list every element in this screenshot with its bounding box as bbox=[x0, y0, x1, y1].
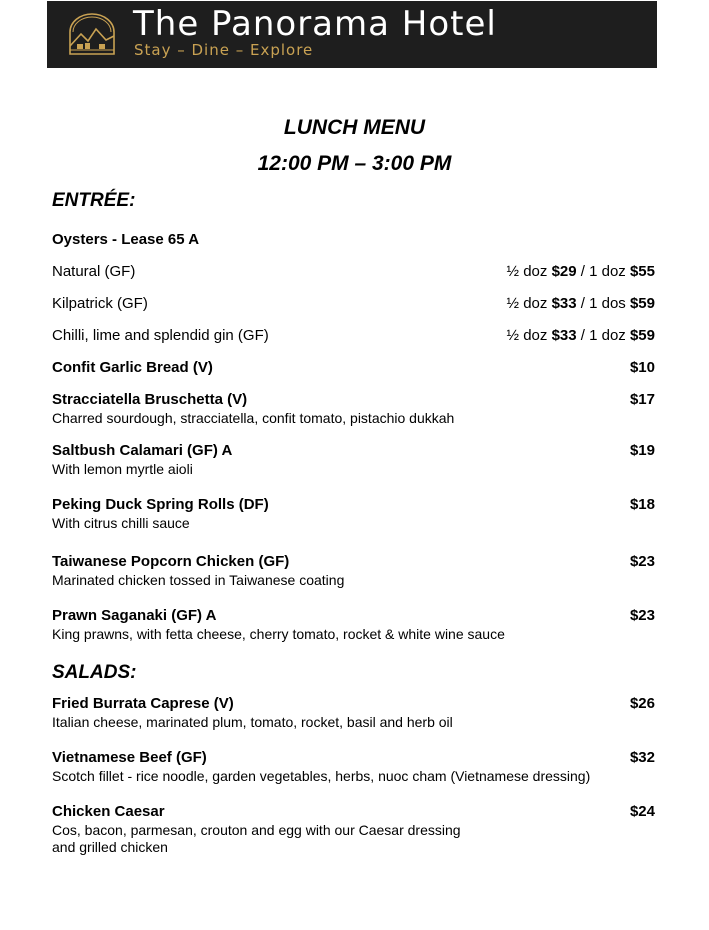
menu-item-description: Italian cheese, marinated plum, tomato, rocket, basil and herb oil bbox=[52, 714, 453, 730]
menu-item bbox=[52, 359, 655, 378]
section-heading-salads: SALADS: bbox=[52, 662, 137, 683]
menu-item bbox=[52, 391, 655, 427]
menu-item-name: Prawn Saganaki (GF) A bbox=[52, 607, 217, 624]
menu-item bbox=[52, 295, 655, 314]
section-heading-entree: ENTRÉE: bbox=[52, 190, 136, 211]
menu-item-price: ½ doz $33 / 1 doz $59 bbox=[506, 327, 655, 344]
menu-item bbox=[52, 327, 655, 346]
menu-item-name: Oysters - Lease 65 A bbox=[52, 231, 200, 248]
menu-item-price: $26 bbox=[629, 695, 655, 712]
mountain-sun-logo-icon bbox=[65, 12, 119, 56]
menu-item-name: Natural (GF) bbox=[52, 263, 136, 280]
menu-title: LUNCH MENU bbox=[283, 116, 426, 139]
menu-item-name: Peking Duck Spring Rolls (DF) bbox=[52, 496, 269, 513]
menu-item-price: $24 bbox=[629, 803, 655, 820]
menu-item-name: Chilli, lime and splendid gin (GF) bbox=[52, 327, 269, 344]
menu-hours: 12:00 PM – 3:00 PM bbox=[257, 152, 452, 175]
menu-item-price: $18 bbox=[629, 496, 655, 513]
menu-item-price: $10 bbox=[629, 359, 655, 376]
menu-item-price: $32 bbox=[629, 749, 655, 766]
menu-item-price: ½ doz $33 / 1 dos $59 bbox=[506, 295, 655, 312]
menu-item-description: Marinated chicken tossed in Taiwanese coating bbox=[52, 572, 345, 588]
hotel-name: The Panorama Hotel bbox=[133, 4, 497, 44]
menu-item-description: Charred sourdough, stracciatella, confit tomato, pistachio dukkah bbox=[52, 410, 455, 426]
menu-item bbox=[52, 263, 655, 282]
hotel-tagline: Stay – Dine – Explore bbox=[134, 41, 314, 59]
menu-item bbox=[52, 749, 655, 785]
menu-item-description: Scotch fillet - rice noodle, garden vegetables, herbs, nuoc cham (Vietnamese dressing) bbox=[52, 768, 591, 784]
menu-item-price: ½ doz $29 / 1 doz $55 bbox=[506, 263, 655, 280]
menu-item-name: Kilpatrick (GF) bbox=[52, 295, 148, 312]
header-banner bbox=[47, 1, 657, 68]
menu-item-name: Fried Burrata Caprese (V) bbox=[52, 695, 234, 712]
menu-item-name: Saltbush Calamari (GF) A bbox=[52, 442, 233, 459]
menu-item bbox=[52, 496, 655, 532]
menu-item-price: $17 bbox=[629, 391, 655, 408]
menu-item-price: $23 bbox=[629, 607, 655, 624]
menu-item-description: With lemon myrtle aioli bbox=[52, 461, 193, 477]
menu-item-description: Cos, bacon, parmesan, crouton and egg with our Caesar dressing and grilled chicken bbox=[52, 822, 461, 855]
menu-item bbox=[52, 607, 655, 643]
menu-item-name: Taiwanese Popcorn Chicken (GF) bbox=[52, 553, 290, 570]
menu-item bbox=[52, 231, 655, 250]
menu-item bbox=[52, 442, 655, 478]
menu-item-name: Confit Garlic Bread (V) bbox=[52, 359, 213, 376]
menu-item bbox=[52, 695, 655, 731]
menu-item bbox=[52, 803, 655, 856]
menu-item-name: Stracciatella Bruschetta (V) bbox=[52, 391, 248, 408]
menu-item bbox=[52, 553, 655, 589]
menu-item-price: $23 bbox=[629, 553, 655, 570]
menu-item-price: $19 bbox=[629, 442, 655, 459]
menu-item-description: With citrus chilli sauce bbox=[52, 515, 190, 531]
menu-item-name: Vietnamese Beef (GF) bbox=[52, 749, 207, 766]
menu-item-description: King prawns, with fetta cheese, cherry tomato, rocket & white wine sauce bbox=[52, 626, 505, 642]
menu-item-name: Chicken Caesar bbox=[52, 803, 165, 820]
